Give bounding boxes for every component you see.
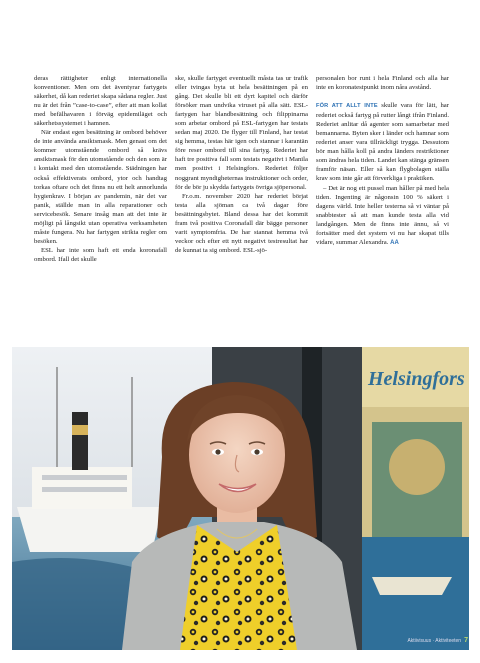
paragraph: ESL har inte som haft ett enda koronafall ombord. Ifall det skulle <box>34 246 167 263</box>
page-number: 7 <box>464 637 468 644</box>
caption-text: Aktiivisuus · Aktiviteeten <box>407 638 462 644</box>
paragraph <box>316 184 449 248</box>
paragraph-text: skulle vara för lätt, har rederiet också fartyg på rutter långt ifrån Finland. Rederiet anlitar då agenter som samarbetar med bemannarna. Byten sker i länder och hamnar som rederiet anser vara tillräckligt trygga. Dessutom bör man hålla koll på andra länders restriktioner som ändras hela tiden. Landet kan stänga gränsen framför näsan. Eller så kan flygbolagen ställa krav som inte går att förverkliga i praktiken. <box>316 102 449 183</box>
poster-title: Helsingfors <box>368 368 465 390</box>
paragraph <box>316 101 449 183</box>
photo-caption <box>407 637 468 644</box>
article-column-2 <box>175 74 308 255</box>
portrait-illustration <box>12 347 469 650</box>
portrait-photo <box>12 347 469 650</box>
article-column-1 <box>34 74 167 264</box>
paragraph: Fr.o.m. november 2020 har rederiet börjat testa alla sjöman ca två dagar före besättningsbytet. Bland dessa har det kommit fram två positiva Coronafall där bägge personer varit symptomfria. De har stannat hemma två veckor och efter ett nytt negativt testresultat har de kunnat ta sig ombord. ESL-sjö- <box>175 192 308 254</box>
paragraph: ske, skulle fartyget eventuellt måsta tas ur trafik eller tvingas byta ut hela besättningen på en gång. Det skulle bli ett dyrt kapitel och därför försöker man undvika viruset på alla sätt. ESL-fartygen har blandbesättning och filippinarna som arbetar ombord på ESL-fartygen har testats sedan maj 2020. De flyger till Finland, har testat sig hemma, testas här igen och stannar i karantän före reser ombord till sina fartyg. Rederiet har haft tre positiva fall som testats negativt i Manila men positivt i Helsingfors. Rederiet följer noggrant myndigheternas instruktioner och order, för de bör ju skydda fartygets övriga sjöpersonal. <box>175 75 308 191</box>
paragraph: deras rättigheter enligt internationella konventioner. Men om det äventyrar fartygets säkerhet, då kan rederiet skapa sådana regler. Just nu är det från ”case-to-case”, efter att man kollat med befälhavaren i förväg epidemiläget och säkerhetssystemet i hamnen. <box>34 75 167 128</box>
paragraph: personalen bor runt i hela Finland och alla har inte en koronatestpunkt inom nåra avstånd. <box>316 75 449 92</box>
article-column-3 <box>316 74 449 248</box>
paragraph: När endast egen besättning är ombord behöver de inte använda ansiktsmask. Men genast om det kommer utomstående ombord så krävs ansiktsmask för den utomstående och den som är i kontakt med den utomstående. Städningen har också effektiverats ombord, ytor och handtag torkas oftare och det finns nu ett helt annorlunda hygienkrav. I början av pandemin, när det var panik, ställde man in alla reparationer och servicebesök. Senare insåg man att det inte är möjligt på långsikt utan operativa verksamheten måste fungera. Nu har fartygen strikta regler om besöken. <box>34 129 167 245</box>
end-mark-icon: AA <box>390 239 399 246</box>
paragraph-text: – Det är nog ett pussel man håller på med hela tiden. Ingenting är någonsin 100 % säkert i dagens värld. Inte heller testerna så vi väntar på snabbtester så att man kunde testa alla vid landgången. Men de finns inte ännu, så vi fortsätter med det system vi nu har skapat tills vidare, summar Alexandra. <box>316 184 449 246</box>
lead-in-text: FÖR ATT ALLT INTE <box>316 103 378 110</box>
